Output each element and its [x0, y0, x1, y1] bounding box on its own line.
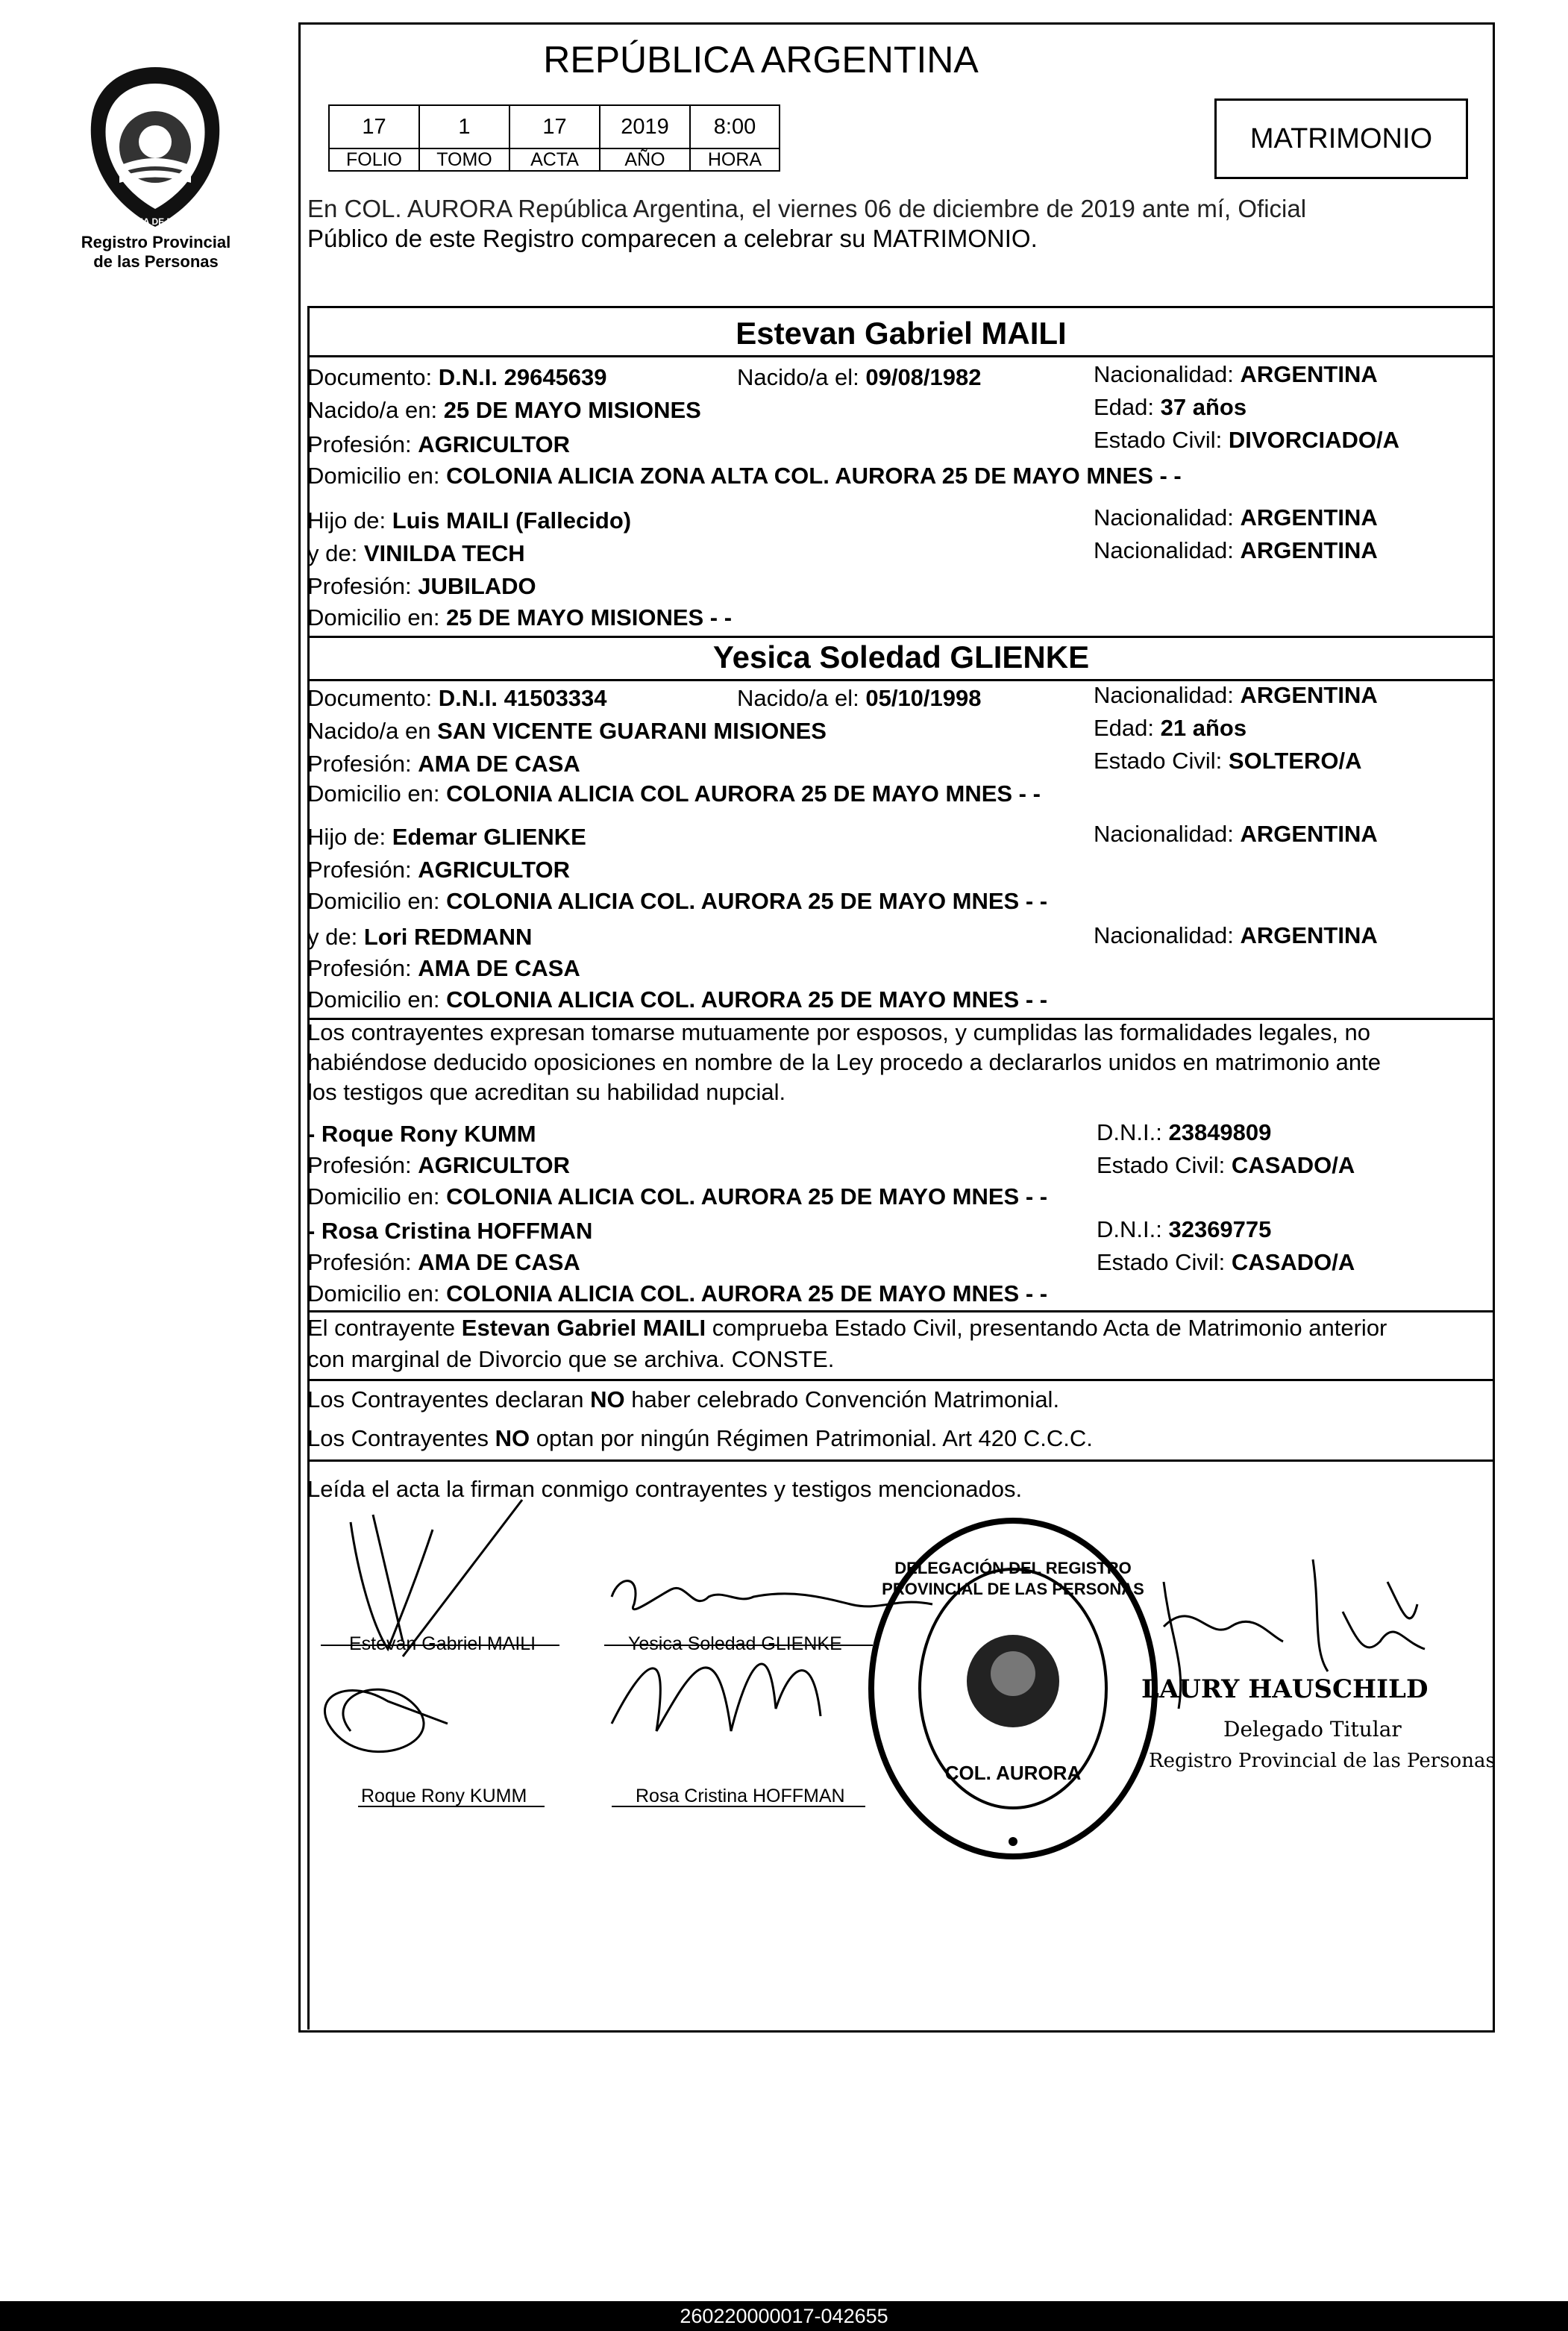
- groom-profesion: Profesión: AGRICULTOR: [307, 431, 570, 457]
- stamp-ring-text: DELEGACIÓN DEL REGISTRO PROVINCIAL DE LAS PERSONAS: [882, 1559, 1144, 1598]
- witness-2-profesion: Profesión: AMA DE CASA: [307, 1249, 580, 1275]
- groom-padres-domicilio: Domicilio en: 25 DE MAYO MISIONES - -: [307, 604, 733, 631]
- groom-padres-profesion: Profesión: JUBILADO: [307, 573, 536, 599]
- signature-label-witness-2: Rosa Cristina HOFFMAN: [636, 1786, 845, 1806]
- groom-nacido-el: Nacido/a el: 09/08/1982: [737, 364, 982, 390]
- stamp-center-text: COL. AURORA: [944, 1762, 1082, 1784]
- intro-line-1: En COL. AURORA República Argentina, el viernes 06 de diciembre de 2019 ante mí, Oficial: [307, 195, 1307, 222]
- bride-nacido-el: Nacido/a el: 05/10/1998: [737, 685, 982, 711]
- groom-name: Estevan Gabriel MAILI: [736, 316, 1067, 351]
- declaration-line-2: habiéndose deducido oposiciones en nombre de la Ley procedo a declararlos unidos en matrimonio ante: [307, 1049, 1382, 1075]
- bride-padre-profesion: Profesión: AGRICULTOR: [307, 857, 570, 883]
- grid-value-tomo: 1: [418, 104, 510, 149]
- divider: [307, 1310, 1495, 1312]
- groom-padre: Hijo de: Luis MAILI (Fallecido): [307, 507, 632, 534]
- witness-1-estado-civil: Estado Civil: CASADO/A: [1097, 1152, 1355, 1178]
- grid-value-hora: 8:00: [689, 104, 780, 149]
- divider: [307, 1379, 1495, 1381]
- grid-value-acta: 17: [509, 104, 600, 149]
- groom-nacido-en: Nacido/a en: 25 DE MAYO MISIONES: [307, 397, 701, 423]
- bride-name: Yesica Soledad GLIENKE: [712, 639, 1090, 675]
- intro-line-2: Público de este Registro comparecen a celebrar su MATRIMONIO.: [307, 225, 1038, 252]
- registro-line-1: Registro Provincial: [81, 233, 231, 251]
- country-title: REPÚBLICA ARGENTINA: [543, 39, 979, 81]
- witness-1-domicilio: Domicilio en: COLONIA ALICIA COL. AURORA 25 DE MAYO MNES - -: [307, 1183, 1048, 1210]
- groom-estado-civil: Estado Civil: DIVORCIADO/A: [1094, 427, 1399, 453]
- signature-label-witness-1: Roque Rony KUMM: [361, 1786, 527, 1806]
- grid-label-tomo: TOMO: [418, 148, 510, 172]
- bride-domicilio: Domicilio en: COLONIA ALICIA COL AURORA 25 DE MAYO MNES - -: [307, 780, 1041, 807]
- witness-2-dni: D.N.I.: 32369775: [1097, 1216, 1272, 1242]
- grid-value-folio: 17: [328, 104, 420, 149]
- grid-label-anio: AÑO: [599, 148, 691, 172]
- witness-1-profesion: Profesión: AGRICULTOR: [307, 1152, 570, 1178]
- grid-label-hora: HORA: [689, 148, 780, 172]
- divider: [307, 636, 1495, 638]
- bride-nacionalidad: Nacionalidad: ARGENTINA: [1094, 682, 1378, 708]
- logo-text: PROVINCIA DE MISIONES: [99, 216, 211, 227]
- bride-madre-nacionalidad: Nacionalidad: ARGENTINA: [1094, 922, 1378, 948]
- signature-label-groom: Estevan Gabriel MAILI: [349, 1633, 536, 1654]
- divider: [307, 1459, 1495, 1462]
- province-seal-logo: [81, 61, 230, 233]
- groom-madre: y de: VINILDA TECH: [307, 540, 525, 566]
- regimen-note: Los Contrayentes NO optan por ningún Régimen Patrimonial. Art 420 C.C.C.: [307, 1425, 1093, 1451]
- groom-documento: Documento: D.N.I. 29645639: [307, 364, 607, 390]
- bride-madre-domicilio: Domicilio en: COLONIA ALICIA COL. AURORA 25 DE MAYO MNES - -: [307, 986, 1048, 1013]
- official-name: LAURY HAUSCHILD: [1141, 1674, 1429, 1704]
- witness-1-name: - Roque Rony KUMM: [307, 1121, 536, 1147]
- bride-profesion: Profesión: AMA DE CASA: [307, 751, 580, 777]
- groom-nacionalidad: Nacionalidad: ARGENTINA: [1094, 361, 1378, 387]
- grid-label-acta: ACTA: [509, 148, 600, 172]
- registro-provincial-label: [72, 233, 240, 272]
- bride-padre: Hijo de: Edemar GLIENKE: [307, 824, 586, 850]
- grid-label-folio: FOLIO: [328, 148, 420, 172]
- signature-label-bride: Yesica Soledad GLIENKE: [628, 1633, 842, 1654]
- convencion-note: Los Contrayentes declaran NO haber celebrado Convención Matrimonial.: [307, 1386, 1060, 1412]
- groom-padre-nacionalidad: Nacionalidad: ARGENTINA: [1094, 504, 1378, 531]
- divorce-note-line-1: El contrayente Estevan Gabriel MAILI comprueba Estado Civil, presentando Acta de Matrimonio anterior: [307, 1315, 1387, 1341]
- leida-note: Leída el acta la firman conmigo contrayentes y testigos mencionados.: [307, 1476, 1023, 1502]
- divider: [307, 679, 1495, 681]
- bride-madre: y de: Lori REDMANN: [307, 924, 533, 950]
- witness-2-estado-civil: Estado Civil: CASADO/A: [1097, 1249, 1355, 1275]
- document-barcode-footer: 260220000017-042655: [0, 2301, 1568, 2331]
- bride-padre-domicilio: Domicilio en: COLONIA ALICIA COL. AURORA 25 DE MAYO MNES - -: [307, 888, 1048, 914]
- bride-documento: Documento: D.N.I. 41503334: [307, 685, 607, 711]
- grid-value-anio: 2019: [599, 104, 691, 149]
- bride-nacido-en: Nacido/a en SAN VICENTE GUARANI MISIONES: [307, 718, 827, 744]
- groom-madre-nacionalidad: Nacionalidad: ARGENTINA: [1094, 537, 1378, 563]
- bride-edad: Edad: 21 años: [1094, 715, 1247, 741]
- divorce-note-line-2: con marginal de Divorcio que se archiva. CONSTE.: [307, 1346, 835, 1372]
- official-title: Delegado Titular: [1223, 1717, 1402, 1742]
- divider: [307, 306, 1495, 308]
- record-type-box: MATRIMONIO: [1214, 98, 1468, 179]
- groom-edad: Edad: 37 años: [1094, 394, 1247, 420]
- bride-padre-nacionalidad: Nacionalidad: ARGENTINA: [1094, 821, 1378, 847]
- official-stamp: [864, 1513, 1162, 1864]
- bride-madre-profesion: Profesión: AMA DE CASA: [307, 955, 580, 981]
- groom-domicilio: Domicilio en: COLONIA ALICIA ZONA ALTA COL. AURORA 25 DE MAYO MNES - -: [307, 463, 1182, 489]
- declaration-line-3: los testigos que acreditan su habilidad nupcial.: [307, 1079, 786, 1105]
- witness-1-dni: D.N.I.: 23849809: [1097, 1119, 1272, 1145]
- official-registry: Registro Provincial de las Personas: [1149, 1750, 1496, 1772]
- witness-2-domicilio: Domicilio en: COLONIA ALICIA COL. AURORA 25 DE MAYO MNES - -: [307, 1280, 1048, 1307]
- witness-2-name: - Rosa Cristina HOFFMAN: [307, 1218, 593, 1244]
- registro-line-2: de las Personas: [93, 252, 219, 271]
- bride-estado-civil: Estado Civil: SOLTERO/A: [1094, 748, 1362, 774]
- declaration-line-1: Los contrayentes expresan tomarse mutuamente por esposos, y cumplidas las formalidades legales, no: [307, 1019, 1371, 1045]
- divider: [307, 355, 1495, 357]
